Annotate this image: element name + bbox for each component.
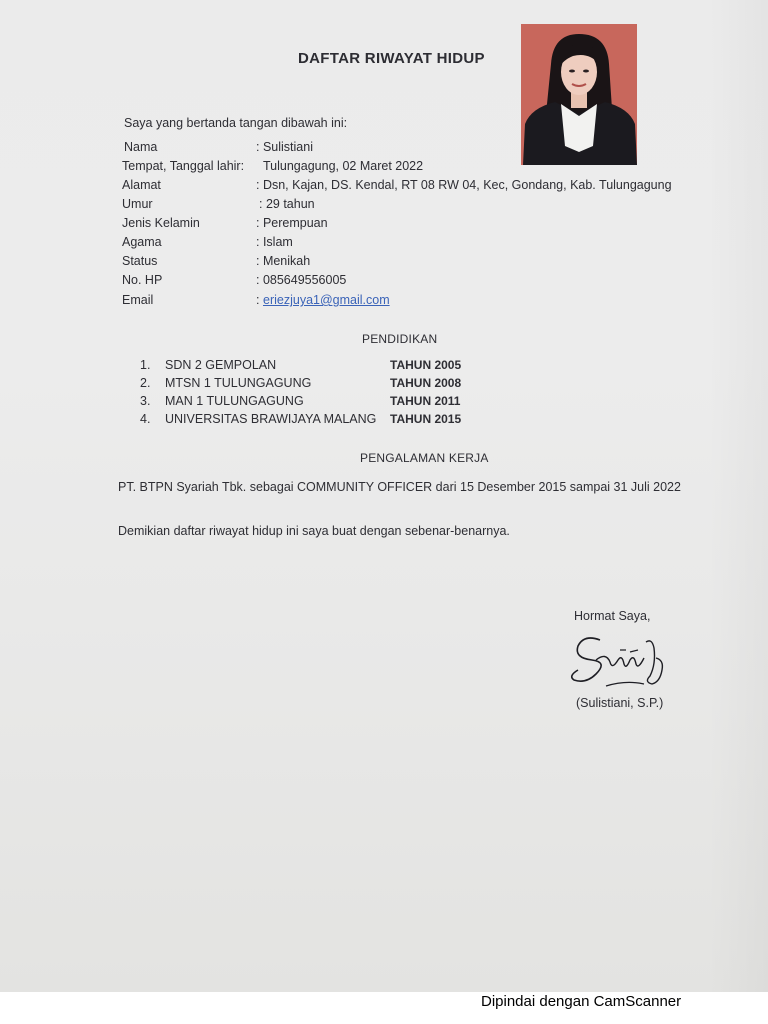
school-year: TAHUN 2008	[390, 376, 462, 390]
info-label: Tempat, Tanggal lahir:	[122, 159, 245, 173]
info-label: Nama	[124, 140, 158, 154]
info-value: : 29 tahun	[259, 197, 315, 211]
email-link[interactable]: eriezjuya1@gmail.com	[263, 293, 390, 307]
school-year: TAHUN 2011	[390, 394, 461, 408]
info-value-prefix: :	[256, 293, 260, 307]
info-label: Status	[122, 254, 158, 268]
school-name: MTSN 1 TULUNGAGUNG	[165, 376, 312, 390]
list-number: 4.	[140, 412, 151, 426]
list-number: 1.	[140, 358, 151, 372]
list-number: 3.	[140, 394, 151, 408]
info-value: : Islam	[256, 235, 293, 249]
info-label: Email	[122, 293, 154, 307]
info-label: No. HP	[122, 273, 163, 287]
scanner-watermark: Dipindai dengan CamScanner	[481, 993, 682, 1010]
document-title: DAFTAR RIWAYAT HIDUP	[298, 50, 485, 67]
list-number: 2.	[140, 376, 151, 390]
info-label: Umur	[122, 197, 153, 211]
info-label: Agama	[122, 235, 162, 249]
list-item	[140, 394, 480, 412]
intro-text: Saya yang bertanda tangan dibawah ini:	[124, 116, 348, 130]
list-item	[140, 376, 480, 394]
school-name: SDN 2 GEMPOLAN	[165, 358, 277, 372]
signature-icon	[566, 630, 676, 694]
experience-text: PT. BTPN Syariah Tbk. sebagai COMMUNITY OFFICER dari 15 Desember 2015 sampai 31 Juli 2022	[118, 480, 681, 494]
info-value: : Perempuan	[256, 216, 328, 230]
experience-heading: PENGALAMAN KERJA	[360, 451, 489, 465]
profile-photo	[521, 24, 637, 165]
info-label: Alamat	[122, 178, 161, 192]
school-name: MAN 1 TULUNGAGUNG	[165, 394, 304, 408]
info-value: : 085649556005	[256, 273, 347, 287]
closing-statement: Demikian daftar riwayat hidup ini saya buat dengan sebenar-benarnya.	[118, 524, 510, 538]
info-value: Tulungagung, 02 Maret 2022	[263, 159, 424, 173]
regards-text: Hormat Saya,	[574, 609, 651, 623]
list-item	[140, 412, 480, 430]
education-heading: PENDIDIKAN	[362, 332, 438, 346]
school-year: TAHUN 2015	[390, 412, 462, 426]
school-name: UNIVERSITAS BRAWIJAYA MALANG	[165, 412, 377, 426]
info-value: : Sulistiani	[256, 140, 313, 154]
info-label: Jenis Kelamin	[122, 216, 200, 230]
school-year: TAHUN 2005	[390, 358, 462, 372]
info-value: : Menikah	[256, 254, 311, 268]
list-item	[140, 358, 480, 376]
info-value: : Dsn, Kajan, DS. Kendal, RT 08 RW 04, Kec, Gondang, Kab. Tulungagung	[256, 178, 672, 192]
signer-name: (Sulistiani, S.P.)	[576, 696, 664, 710]
